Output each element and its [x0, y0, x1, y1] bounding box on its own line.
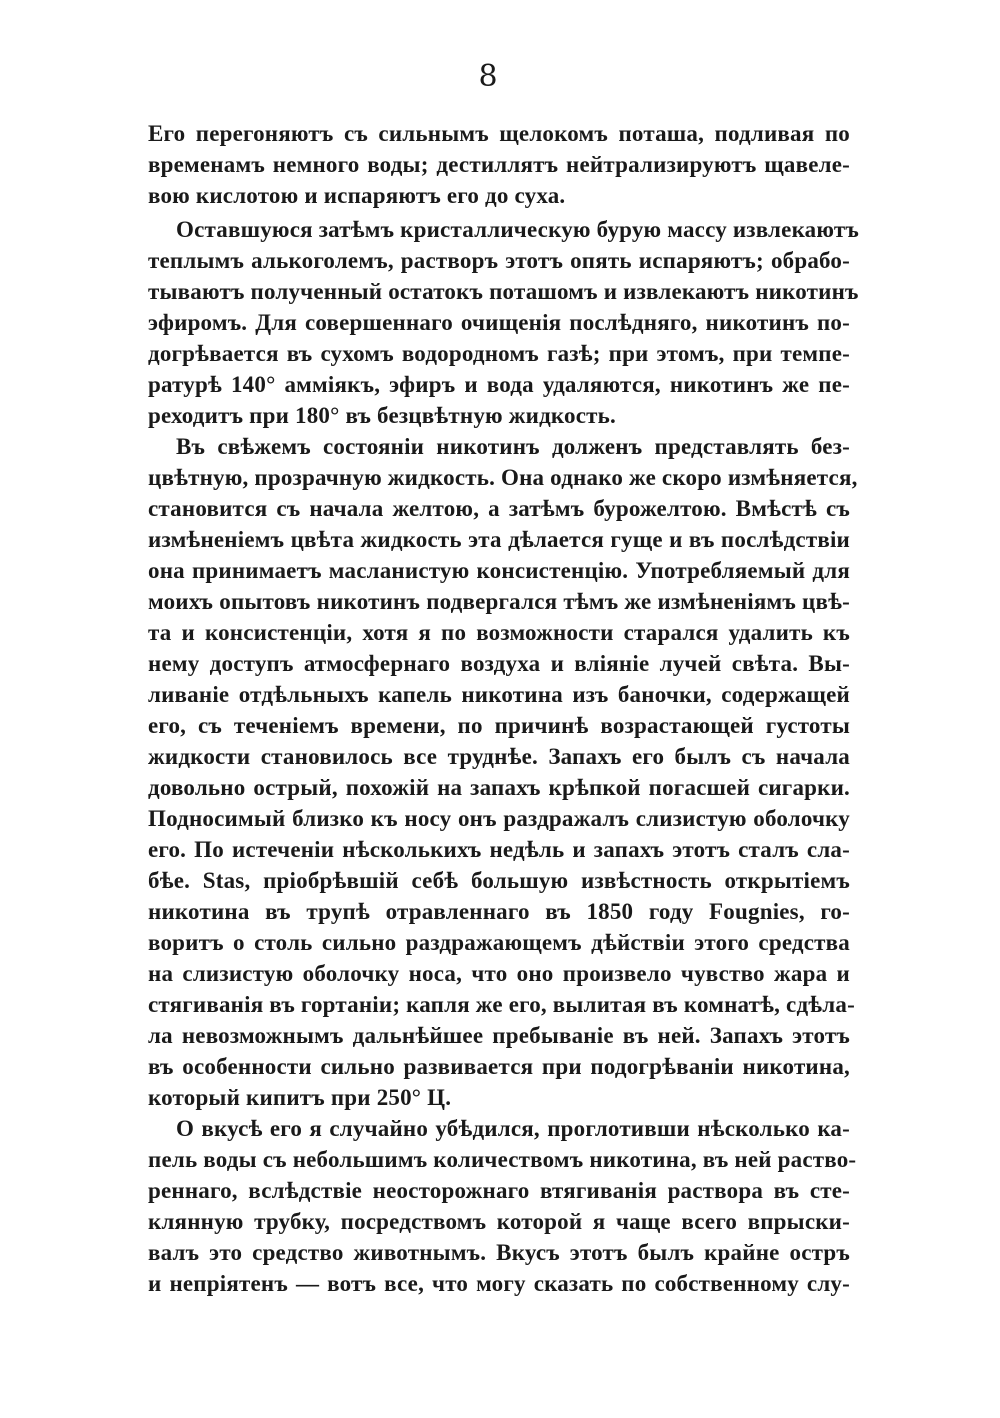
text-line: становится съ начала желтою, а затѣмъ бурожелтою. Вмѣстѣ съ — [148, 496, 850, 521]
text-line: вою кислотою и испаряютъ его до суха. — [148, 183, 566, 208]
text-line: измѣненіемъ цвѣта жидкость эта дѣлается гуще и въ послѣдствіи — [148, 527, 850, 552]
text-line: бѣе. Stas, пріобрѣвшій себѣ большую извѣстность открытіемъ — [148, 868, 850, 893]
text-line: реходитъ при 180° въ безцвѣтную жидкость. — [148, 403, 616, 428]
text-line: пель воды съ небольшимъ количествомъ никотина, въ ней раство- — [148, 1147, 857, 1172]
text-line: довольно острый, похожій на запахъ крѣпкой погасшей сигарки. — [148, 775, 850, 800]
text-line: цвѣтную, прозрачную жидкость. Она однако же скоро измѣняется, — [148, 465, 858, 490]
paragraph-3 — [148, 431, 858, 1113]
text-line: стягиванія въ гортаніи; капля же его, вылитая въ комнатѣ, сдѣла- — [148, 992, 855, 1017]
text-line: Подносимый близко къ носу онъ раздражалъ слизистую оболочку — [148, 806, 850, 831]
text-line: эфиромъ. Для совершеннаго очищенія послѣдняго, никотинъ по- — [148, 310, 850, 335]
text-line: никотина въ трупѣ отравленнаго въ 1850 году Fougnies, го- — [148, 899, 850, 924]
paragraph-2 — [148, 214, 859, 431]
text-line: моихъ опытовъ никотинъ подвергался тѣмъ же измѣненіямъ цвѣ- — [148, 589, 850, 614]
text-line: та и консистенціи, хотя я по возможности старался удалить къ — [148, 620, 850, 645]
page-number: 8 — [478, 59, 498, 94]
text-line: ратурѣ 140° аммiякъ, эфиръ и вода удаляются, никотинъ же пе- — [148, 372, 850, 397]
text-line: О вкусѣ его я случайно убѣдился, проглотивши нѣсколько ка- — [176, 1116, 850, 1141]
text-line: который кипитъ при 250° Ц. — [148, 1085, 452, 1110]
text-line: клянную трубку, посредствомъ которой я чаще всего впрыски- — [148, 1209, 850, 1234]
text-line: его, съ теченіемъ времени, по причинѣ возрастающей густоты — [148, 713, 850, 738]
text-line: ла невозможнымъ дальнѣйшее пребываніе въ ней. Запахъ этотъ — [148, 1023, 850, 1048]
paragraph-1 — [148, 118, 850, 211]
text-line: Его перегоняютъ съ сильнымъ щелокомъ поташа, подливая по — [148, 121, 850, 146]
text-line: Оставшуюся затѣмъ кристаллическую бурую массу извлекаютъ — [176, 217, 859, 242]
text-line: ливаніе отдѣльныхъ капель никотина изъ баночки, содержащей — [148, 682, 850, 707]
text-line: теплымъ алькоголемъ, растворъ этотъ опять испаряютъ; обрабо- — [148, 248, 850, 273]
text-line: воритъ о столь сильно раздражающемъ дѣйствіи этого средства — [148, 930, 850, 955]
text-line: валъ это средство животнымъ. Вкусъ этотъ былъ крайне остръ — [148, 1240, 850, 1265]
paragraph-4 — [148, 1113, 857, 1299]
text-line: реннаго, вслѣдствіе неосторожнаго втягиванія раствора въ сте- — [148, 1178, 850, 1203]
text-line: и непріятенъ — вотъ все, что могу сказать по собственному слу- — [148, 1271, 850, 1296]
text-line: на слизистую оболочку носа, что оно произвело чувство жара и — [148, 961, 850, 986]
text-line: Въ свѣжемъ состояніи никотинъ долженъ представлять без- — [176, 434, 850, 459]
text-line: нему доступъ атмосфернаго воздуха и вліяніе лучей свѣта. Вы- — [148, 651, 850, 676]
text-line: жидкости становилось все труднѣе. Запахъ его былъ съ начала — [148, 744, 850, 769]
text-line: временамъ немного воды; дестиллятъ нейтрализируютъ щавеле- — [148, 152, 850, 177]
text-line: тываютъ полученный остатокъ поташомъ и извлекаютъ никотинъ — [148, 279, 859, 304]
text-line: она принимаетъ масланистую консистенцію. Употребляемый для — [148, 558, 850, 583]
text-line: догрѣвается въ сухомъ водородномъ газѣ; при этомъ, при темпе- — [148, 341, 850, 366]
text-line: въ особенности сильно развивается при подогрѣваніи никотина, — [148, 1054, 850, 1079]
text-line: его. По истеченіи нѣсколькихъ недѣль и запахъ этотъ сталъ сла- — [148, 837, 850, 862]
